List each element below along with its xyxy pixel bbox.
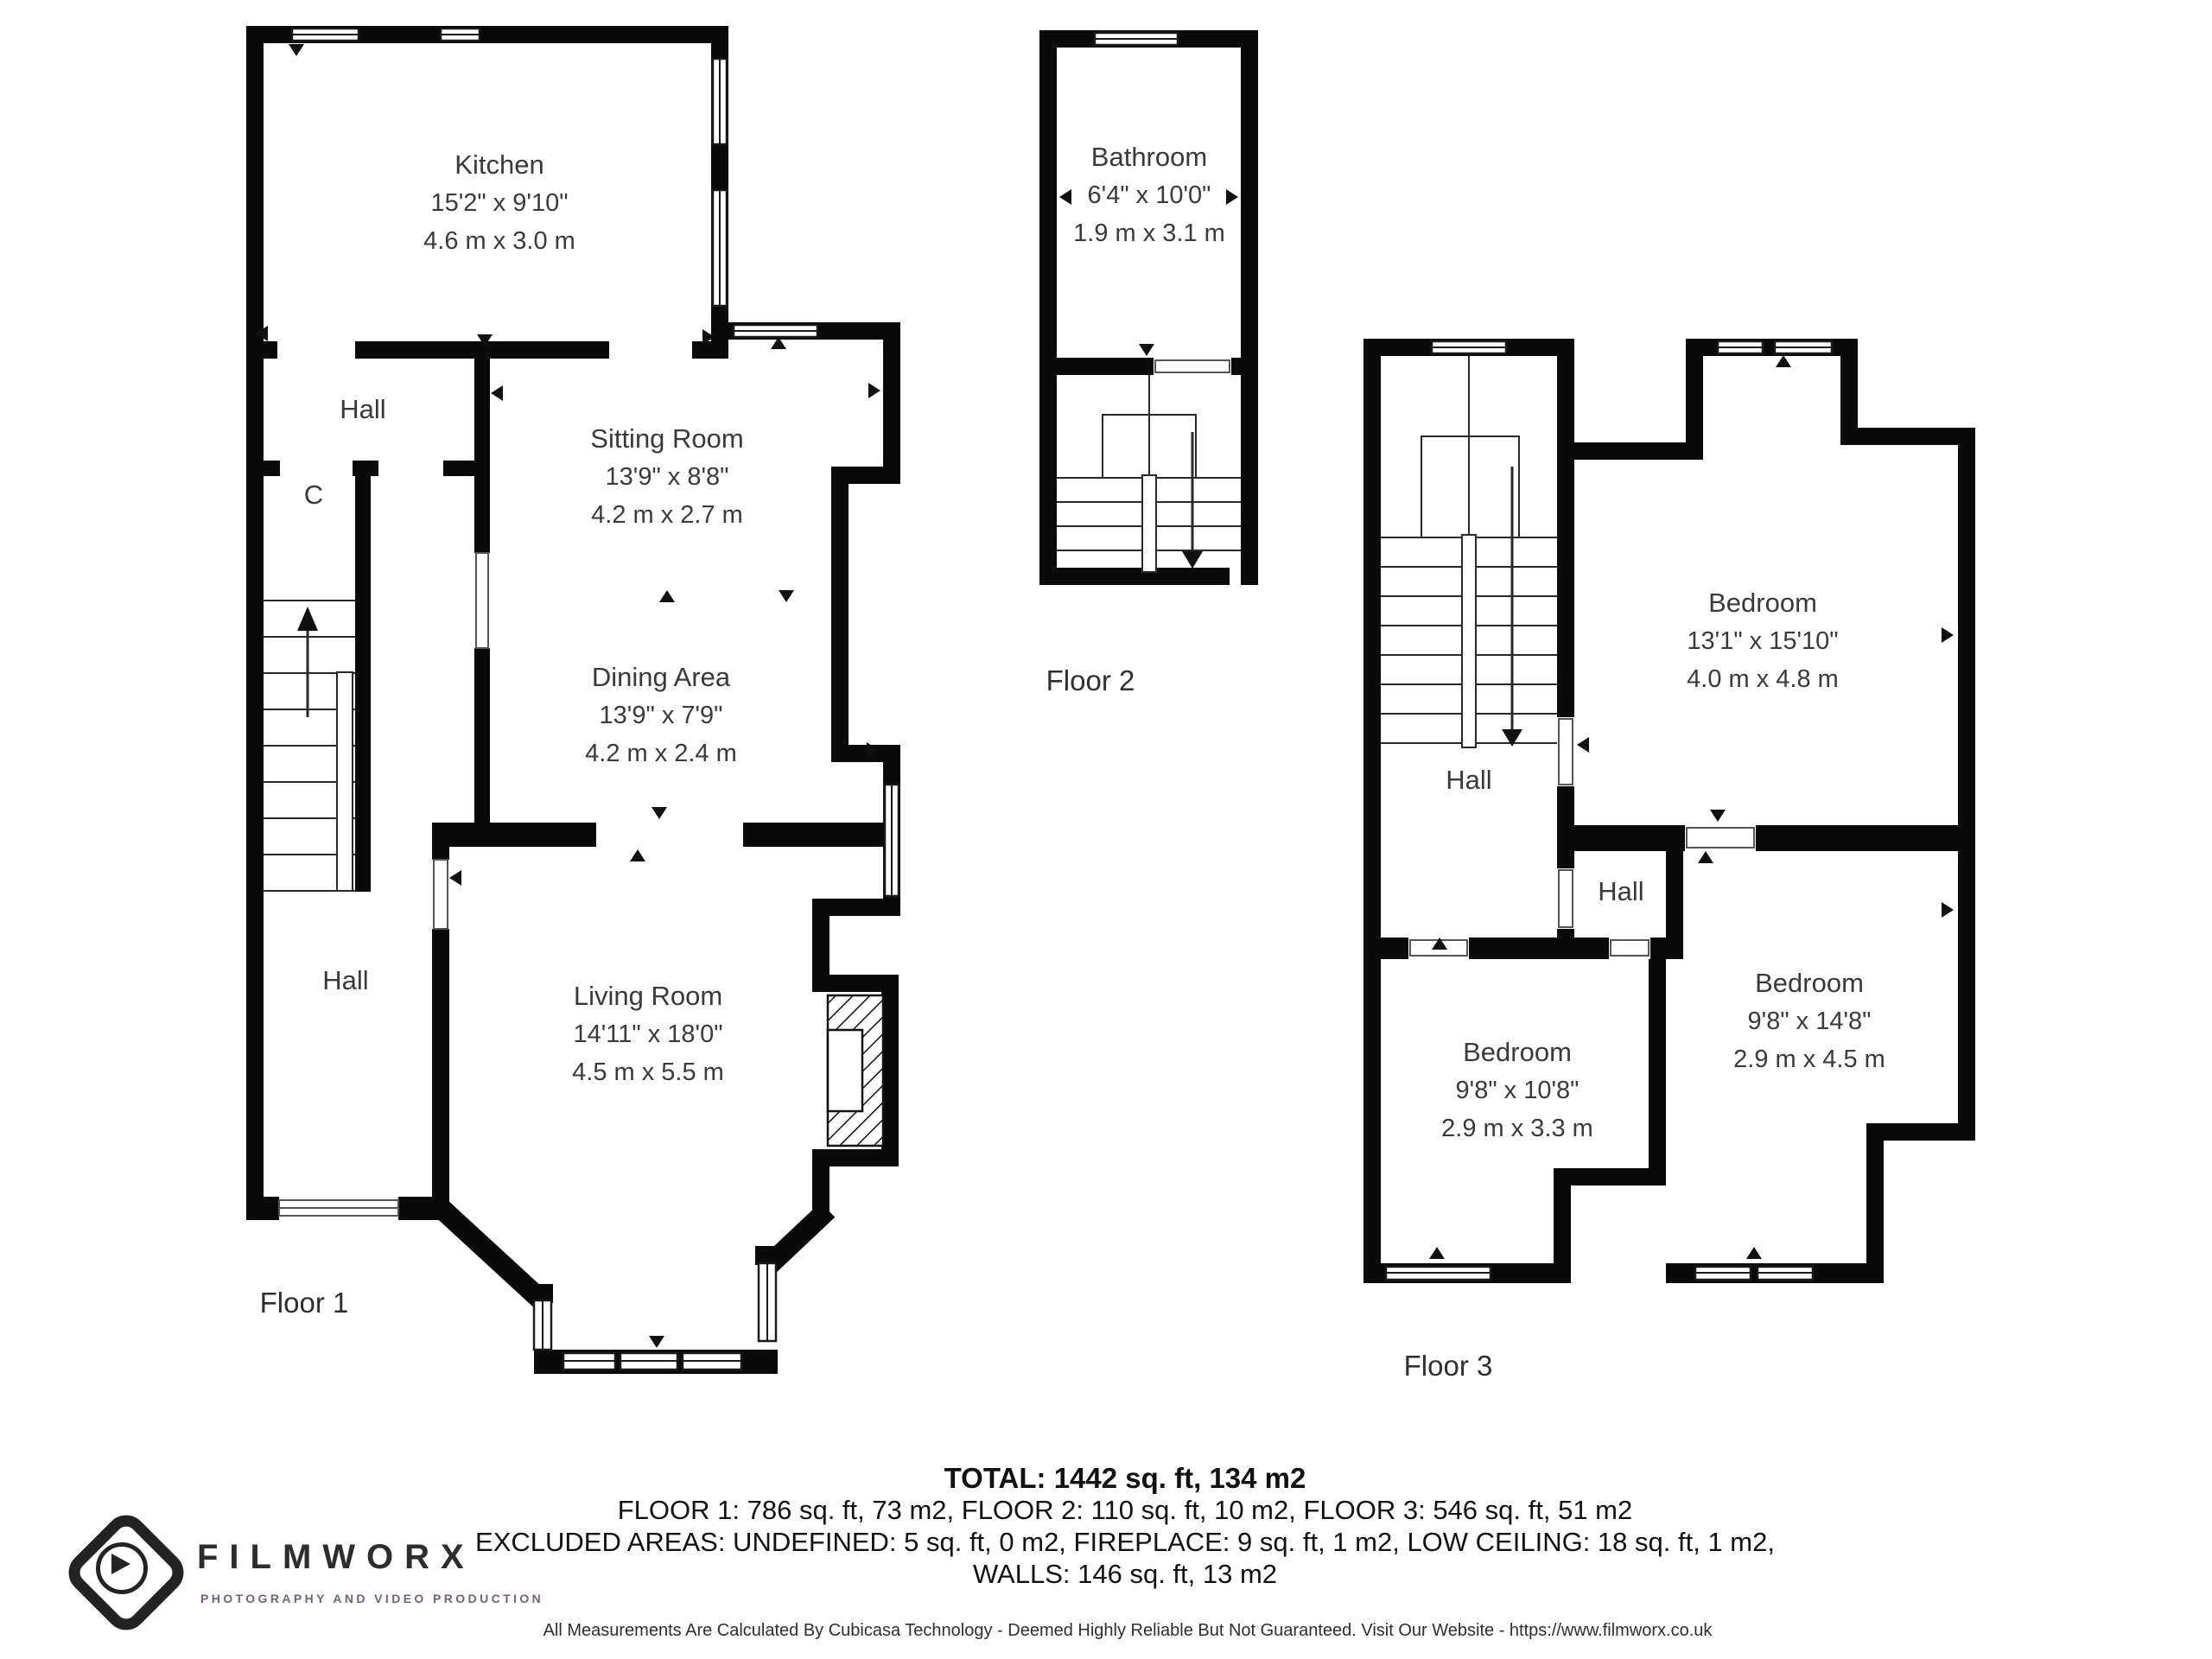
floor1-label: Floor 1	[259, 1287, 349, 1319]
floor1-fireplace	[828, 995, 883, 1146]
floor3-label: Floor 3	[1403, 1350, 1493, 1382]
summary-walls: WALLS: 146 sq. ft, 13 m2	[972, 1559, 1278, 1589]
summary-block	[475, 1462, 1775, 1590]
summary-total: TOTAL: 1442 sq. ft, 134 m2	[944, 1462, 1306, 1494]
logo-brand-text: FILMWORX	[197, 1538, 475, 1576]
room-label-dining-area: Dining Area 13'9" x 7'9" 4.2 m x 2.4 m	[585, 662, 737, 767]
floor3-stairs	[1381, 356, 1557, 747]
bathroom-door-opening	[1155, 360, 1230, 372]
room-label-sitting-room: Sitting Room 13'9" x 8'8" 4.2 m x 2.7 m	[590, 423, 744, 529]
disclaimer-text: All Measurements Are Calculated By Cubicasa Technology - Deemed Highly Reliable But Not Guaranteed. Visit Our Website - https://www.filmworx.co.uk	[543, 1621, 1713, 1640]
room-label-bedroom-top: Bedroom 13'1" x 15'10" 4.0 m x 4.8 m	[1687, 588, 1839, 693]
room-label-bedroom-right: Bedroom 9'8" x 14'8" 2.9 m x 4.5 m	[1733, 968, 1885, 1073]
room-label-hall-main: Hall	[1446, 765, 1492, 795]
floor2-label: Floor 2	[1046, 664, 1135, 696]
room-label-living-room: Living Room 14'11" x 18'0" 4.5 m x 5.5 m	[572, 981, 724, 1086]
floor1-door-openings	[279, 553, 488, 1216]
room-label-kitchen: Kitchen 15'2" x 9'10" 4.6 m x 3.0 m	[423, 149, 575, 255]
room-label-closet: C	[303, 480, 324, 510]
filmworx-logo	[62, 1510, 546, 1631]
room-label-hall-small: Hall	[1598, 876, 1644, 906]
play-icon	[111, 1554, 130, 1574]
logo-tagline-text: PHOTOGRAPHY AND VIDEO PRODUCTION	[200, 1592, 544, 1605]
filmworx-logo-icon	[62, 1510, 176, 1624]
room-label-bathroom: Bathroom 6'4" x 10'0" 1.9 m x 3.1 m	[1073, 142, 1225, 247]
floor1-stairs	[264, 601, 355, 891]
summary-floors: FLOOR 1: 786 sq. ft, 73 m2, FLOOR 2: 110 sq. ft, 10 m2, FLOOR 3: 546 sq. ft, 51 m2	[617, 1495, 1633, 1525]
room-label-hall-top: Hall	[340, 394, 386, 424]
room-label-bedroom-left: Bedroom 9'8" x 10'8" 2.9 m x 3.3 m	[1441, 1037, 1593, 1142]
floor2-stairs	[1057, 375, 1241, 572]
room-label-hall-lower: Hall	[322, 965, 369, 995]
summary-excluded: EXCLUDED AREAS: UNDEFINED: 5 sq. ft, 0 m2, FIREPLACE: 9 sq. ft, 1 m2, LOW CEILING: 18 sq. ft, 1 m2,	[475, 1527, 1775, 1557]
